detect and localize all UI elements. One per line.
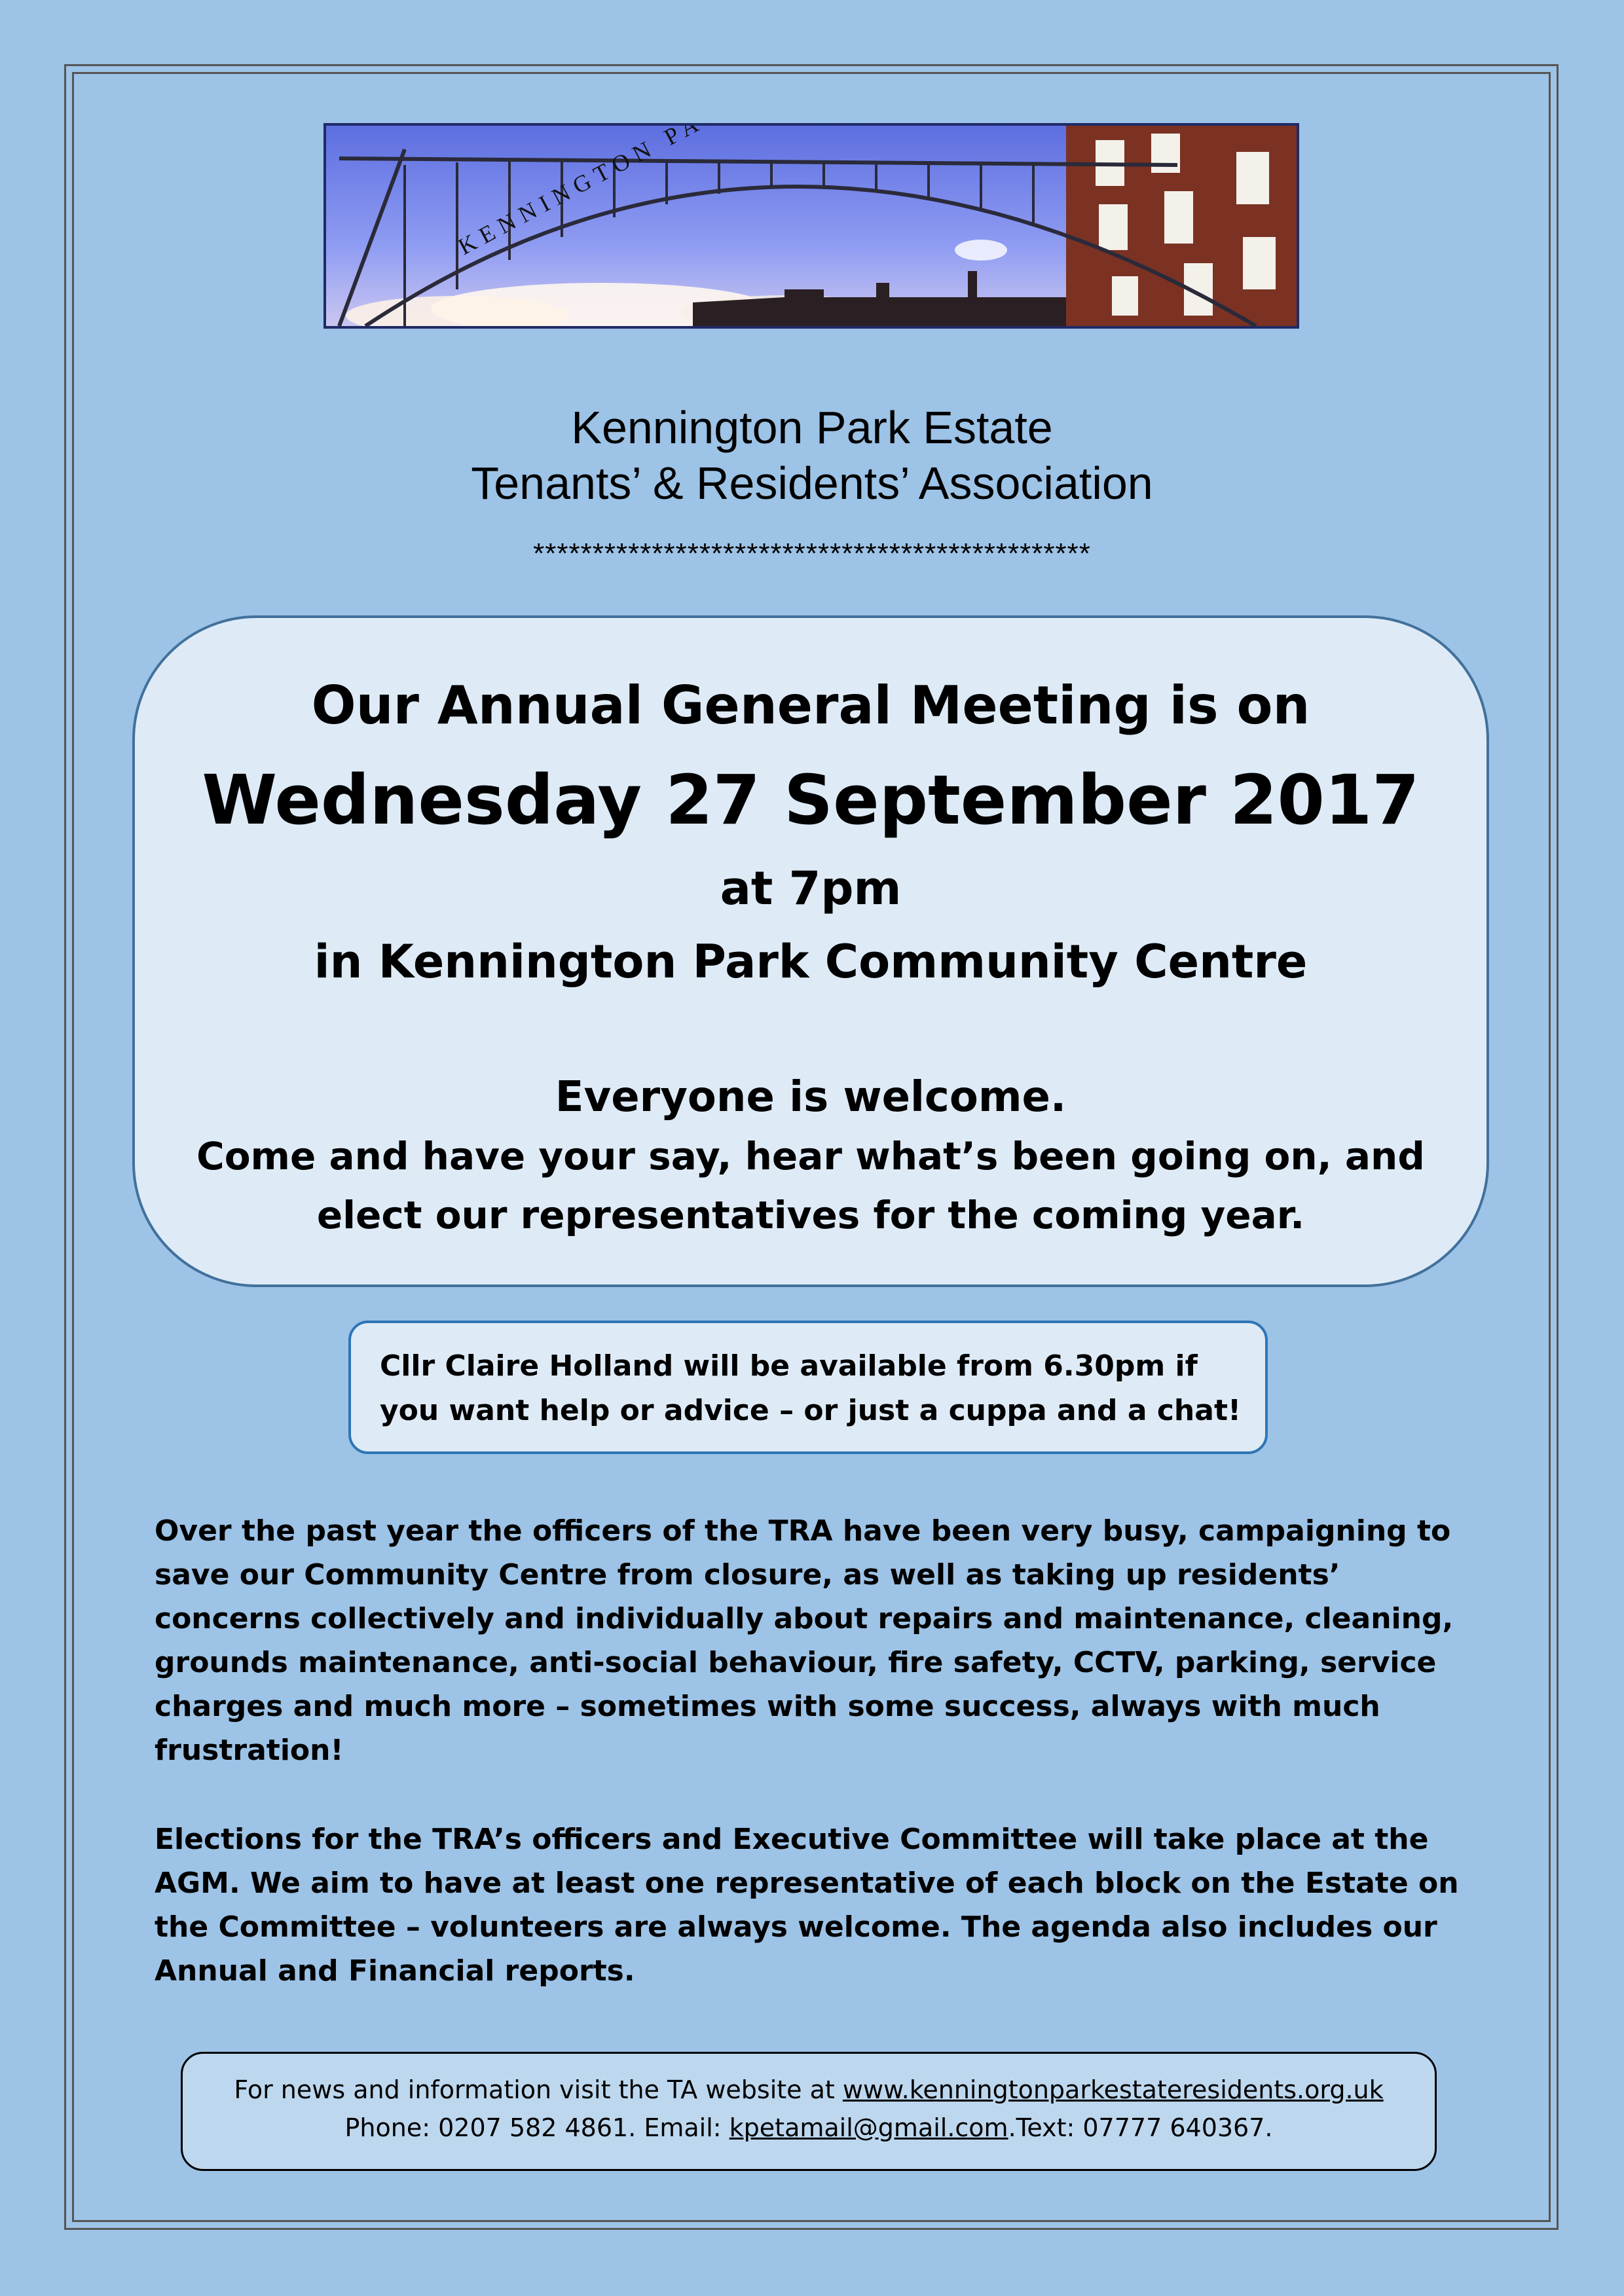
agm-invite-line2: elect our representatives for the coming year.: [316, 1193, 1305, 1237]
phone-text: Phone: 0207 582 4861. Email:: [344, 2113, 729, 2142]
paragraph-line: charges and much more – sometimes with some success, always with much: [155, 1690, 1380, 1723]
paragraph-line: save our Community Centre from closure, as well as taking up residents’: [155, 1558, 1340, 1592]
website-link[interactable]: www.kenningtonparkestateresidents.org.uk: [842, 2075, 1384, 2104]
agm-time: at 7pm: [720, 862, 902, 915]
agm-invite-line1: Come and have your say, hear what’s been going on, and: [196, 1134, 1425, 1178]
agm-intro: Our Annual General Meeting is on: [311, 675, 1310, 736]
councillor-note-box: [348, 1321, 1268, 1454]
paragraph-line: frustration!: [155, 1734, 344, 1767]
councillor-note-line1: Cllr Claire Holland will be available from 6.30pm if: [380, 1349, 1198, 1383]
email-link[interactable]: kpetamail@gmail.com: [729, 2113, 1008, 2142]
contact-footer-box: [181, 2052, 1437, 2171]
paragraph-line: the Committee – volunteers are always welcome. The agenda also includes our: [155, 1910, 1437, 1944]
paragraph-line: Annual and Financial reports.: [155, 1954, 635, 1988]
agm-venue: in Kennington Park Community Centre: [314, 935, 1308, 989]
paragraph-line: Elections for the TRA’s officers and Executive Committee will take place at the: [155, 1823, 1429, 1856]
agm-welcome: Everyone is welcome.: [555, 1073, 1067, 1121]
agm-date: Wednesday 27 September 2017: [202, 760, 1420, 840]
separator-asterisks: ***********************************************: [533, 538, 1091, 570]
estate-banner-photo: [323, 123, 1299, 329]
website-line: [183, 2071, 1435, 2109]
activity-paragraph: [155, 1509, 1477, 1772]
association-name-line2: Tenants’ & Residents’ Association: [471, 458, 1153, 509]
paragraph-line: Over the past year the officers of the TRA have been very busy, campaigning to: [155, 1514, 1451, 1548]
elections-paragraph: [155, 1817, 1477, 1993]
contact-line: [183, 2109, 1435, 2147]
councillor-note-line2: you want help or advice – or just a cuppa and a chat!: [380, 1394, 1242, 1427]
estate-gate-illustration: [326, 126, 1297, 326]
paragraph-line: concerns collectively and individually about repairs and maintenance, cleaning,: [155, 1602, 1454, 1635]
agm-announcement-box: [132, 615, 1489, 1287]
text-number: .Text: 07777 640367.: [1008, 2113, 1273, 2142]
paragraph-line: grounds maintenance, anti-social behaviour, fire safety, CCTV, parking, service: [155, 1646, 1437, 1679]
association-name-line1: Kennington Park Estate: [571, 402, 1053, 453]
website-prefix: For news and information visit the TA website at: [234, 2075, 843, 2104]
paragraph-line: AGM. We aim to have at least one representative of each block on the Estate on: [155, 1867, 1459, 1900]
